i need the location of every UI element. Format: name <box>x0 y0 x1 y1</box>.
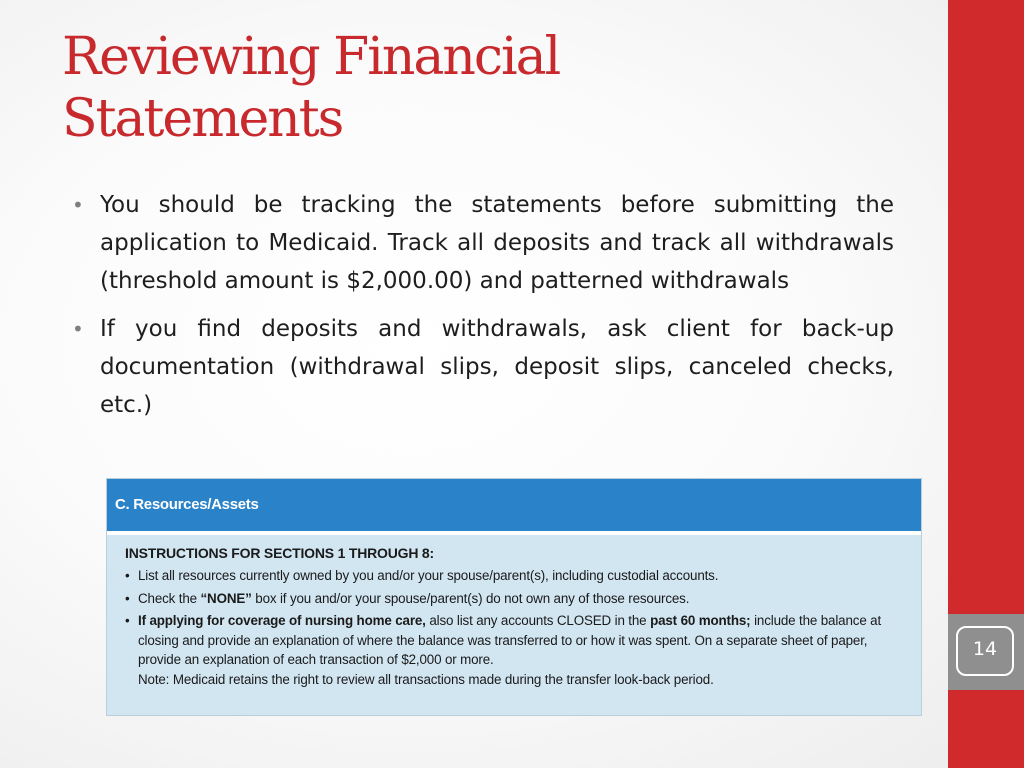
bullet-dot-icon: • <box>72 193 84 217</box>
bullet-icon: • <box>125 568 130 583</box>
instruction-emphasis: past 60 months; <box>650 613 751 628</box>
bullet-list <box>72 186 894 434</box>
instruction-text: box if you and/or your spouse/parent(s) do not own any of those resources. <box>251 590 690 606</box>
instructions-list <box>125 566 903 689</box>
slide-title <box>62 26 922 150</box>
bullet-text: You should be tracking the statements before submitting the application to Medicaid. Track all deposits and track all withdrawals (threshold amount is $2,000.00) and patterned withdrawals <box>100 192 894 294</box>
bullet-item <box>72 186 894 300</box>
instruction-item <box>125 611 903 689</box>
bullet-icon: • <box>125 613 130 628</box>
form-header: C. Resources/Assets <box>107 479 921 531</box>
bullet-text: If you find deposits and withdrawals, ask client for back-up documentation (withdrawal slips, deposit slips, canceled checks, etc.) <box>100 316 894 418</box>
instruction-text: also list any accounts CLOSED in the <box>425 613 651 628</box>
instruction-text: List all resources currently owned by you and/or your spouse/parent(s), including custodial accounts. <box>138 568 719 583</box>
bullet-dot-icon: • <box>72 317 84 341</box>
bullet-icon: • <box>125 590 130 606</box>
instruction-item <box>125 566 903 586</box>
title-line-2: Statements <box>62 89 343 149</box>
instruction-emphasis: “NONE” <box>200 590 252 606</box>
title-line-1: Reviewing Financial <box>62 27 560 87</box>
instruction-note: Note: Medicaid retains the right to review all transactions made during the transfer look-back period. <box>138 671 714 687</box>
instruction-text: Check the <box>138 590 201 606</box>
instruction-item <box>125 589 903 609</box>
resources-assets-form-image <box>106 478 922 716</box>
bullet-item <box>72 310 894 424</box>
form-body <box>107 535 921 689</box>
page-number-box <box>948 614 1024 690</box>
instruction-text: include the balance at closing and provide an explanation of where the balance was transferred to or how it was spent. On a separate sheet of paper, provide an explanation of each transaction of $2,000 or more. <box>138 613 882 667</box>
instructions-heading: INSTRUCTIONS FOR SECTIONS 1 THROUGH 8: <box>125 545 434 561</box>
page-number: 14 <box>972 638 998 660</box>
instruction-emphasis: If applying for coverage of nursing home care, <box>138 613 426 628</box>
